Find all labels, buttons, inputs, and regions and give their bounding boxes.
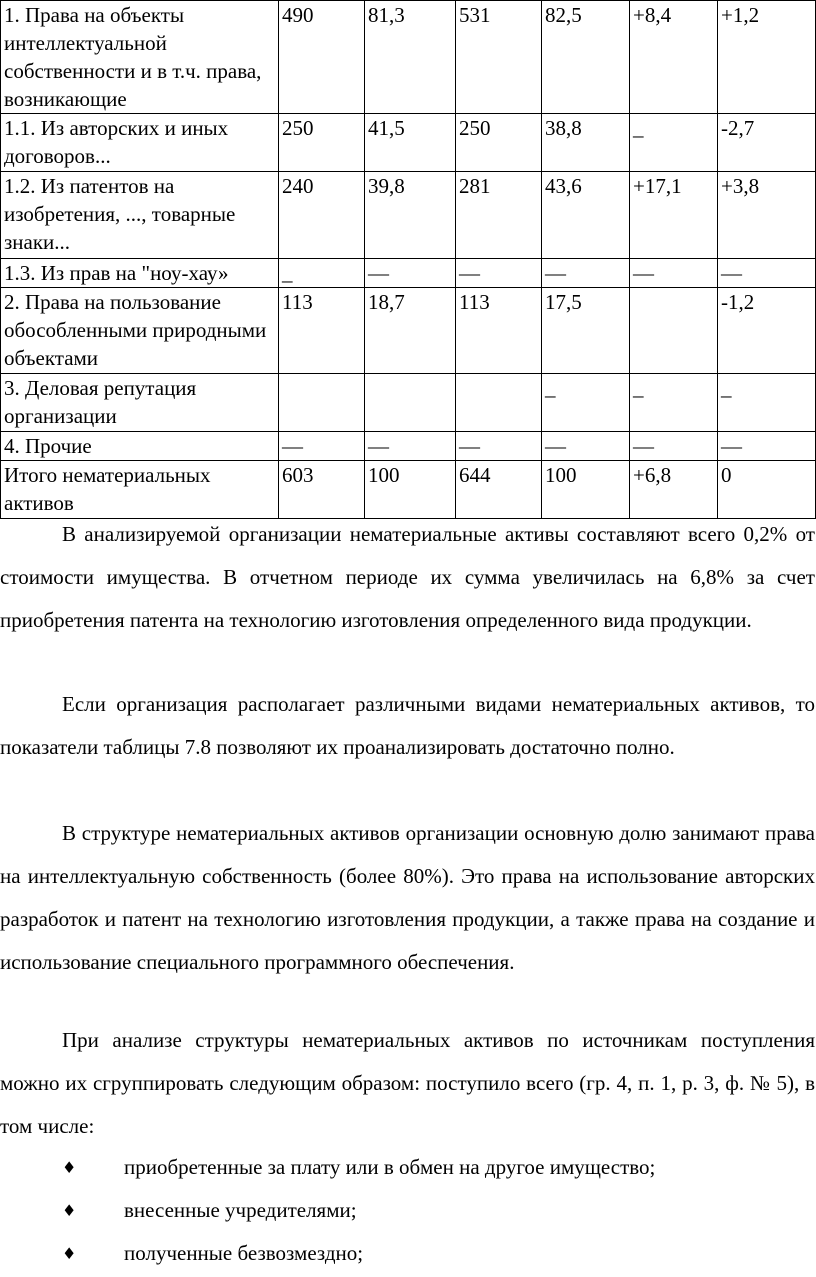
value-cell: _ — [542, 374, 630, 432]
value-cell: +8,4 — [630, 1, 718, 114]
paragraph-4: При анализе структуры нематериальных активов по источникам поступления можно их сгруппировать следующим образом: поступило всего (гр. 4, п. 1, р. 3, ф. № 5), в том числе: — [0, 1028, 815, 1138]
value-cell: 250 — [456, 114, 542, 172]
value-cell: 100 — [542, 461, 630, 519]
value-cell: _ — [630, 374, 718, 432]
value-cell: 113 — [279, 288, 365, 374]
value-cell: 531 — [456, 1, 542, 114]
value-cell: — — [456, 432, 542, 461]
intangible-assets-table — [0, 0, 816, 519]
value-cell: 41,5 — [365, 114, 456, 172]
table-row — [1, 432, 816, 461]
value-cell: 100 — [365, 461, 456, 519]
list-item: ♦ приобретенные за плату или в обмен на другое имущество; — [0, 1146, 815, 1189]
table-row — [1, 172, 816, 259]
row-label-cell: 4. Прочие — [1, 432, 279, 461]
value-cell: _ — [279, 259, 365, 288]
value-cell: 39,8 — [365, 172, 456, 259]
value-cell: — — [630, 259, 718, 288]
row-label-cell: 1.2. Из патентов на изобретения, ..., товарные знаки... — [1, 172, 279, 259]
diamond-bullet-icon: ♦ — [62, 1244, 77, 1263]
value-cell: — — [279, 432, 365, 461]
value-cell: _ — [630, 114, 718, 172]
table-row — [1, 374, 816, 432]
value-cell: 281 — [456, 172, 542, 259]
value-cell: 240 — [279, 172, 365, 259]
value-cell: — — [365, 259, 456, 288]
table-row — [1, 114, 816, 172]
row-label-cell: 1. Права на объекты интеллектуальной собственности и в т.ч. права, возникающие — [1, 1, 279, 114]
value-cell: — — [718, 259, 816, 288]
value-cell — [456, 374, 542, 432]
table-row — [1, 1, 816, 114]
value-cell: 81,3 — [365, 1, 456, 114]
row-label-cell: 1.1. Из авторских и иных договоров... — [1, 114, 279, 172]
value-cell: — — [365, 432, 456, 461]
value-cell: 113 — [456, 288, 542, 374]
value-cell: 250 — [279, 114, 365, 172]
bullet-list — [0, 1146, 815, 1275]
row-label-cell: 1.3. Из прав на "ноу-хау» — [1, 259, 279, 288]
value-cell: — — [630, 432, 718, 461]
value-cell: 38,8 — [542, 114, 630, 172]
value-cell — [279, 374, 365, 432]
table-row — [1, 288, 816, 374]
value-cell: 82,5 — [542, 1, 630, 114]
value-cell: 490 — [279, 1, 365, 114]
value-cell: +17,1 — [630, 172, 718, 259]
row-label-cell: 2. Права на пользование обособленными природными объектами — [1, 288, 279, 374]
row-label-cell: 3. Деловая репутация организации — [1, 374, 279, 432]
value-cell: — — [718, 432, 816, 461]
value-cell: _ — [718, 374, 816, 432]
paragraph-2: Если организация располагает различными видами нематериальных активов, то показатели таблицы 7.8 позволяют их проанализировать достаточно полно. — [0, 692, 815, 759]
paragraph-1: В анализируемой организации нематериальные активы составляют всего 0,2% от стоимости имущества. В отчетном периоде их сумма увеличилась на 6,8% за счет приобретения патента на технологию изготовления определенного вида продукции. — [0, 522, 815, 632]
value-cell: — — [456, 259, 542, 288]
row-label-cell: Итого нематериальных активов — [1, 461, 279, 519]
value-cell: 17,5 — [542, 288, 630, 374]
value-cell: +1,2 — [718, 1, 816, 114]
diamond-bullet-icon: ♦ — [62, 1158, 77, 1177]
value-cell — [630, 288, 718, 374]
value-cell: -2,7 — [718, 114, 816, 172]
value-cell: +3,8 — [718, 172, 816, 259]
value-cell: 18,7 — [365, 288, 456, 374]
value-cell — [365, 374, 456, 432]
value-cell: 0 — [718, 461, 816, 519]
list-item: ♦ полученные безвозмездно; — [0, 1232, 815, 1275]
value-cell: 43,6 — [542, 172, 630, 259]
paragraph-3: В структуре нематериальных активов организации основную долю занимают права на интеллектуальную собственность (более 80%). Это права на использование авторских разработок и патент на технологию изготовления продукции, а также права на создание и использование специального программного обеспечения. — [0, 821, 815, 974]
value-cell: — — [542, 432, 630, 461]
value-cell: 603 — [279, 461, 365, 519]
value-cell: 644 — [456, 461, 542, 519]
table-row — [1, 259, 816, 288]
diamond-bullet-icon: ♦ — [62, 1201, 77, 1220]
list-item: ♦ внесенные учредителями; — [0, 1189, 815, 1232]
value-cell: — — [542, 259, 630, 288]
value-cell: -1,2 — [718, 288, 816, 374]
table-row — [1, 461, 816, 519]
value-cell: +6,8 — [630, 461, 718, 519]
